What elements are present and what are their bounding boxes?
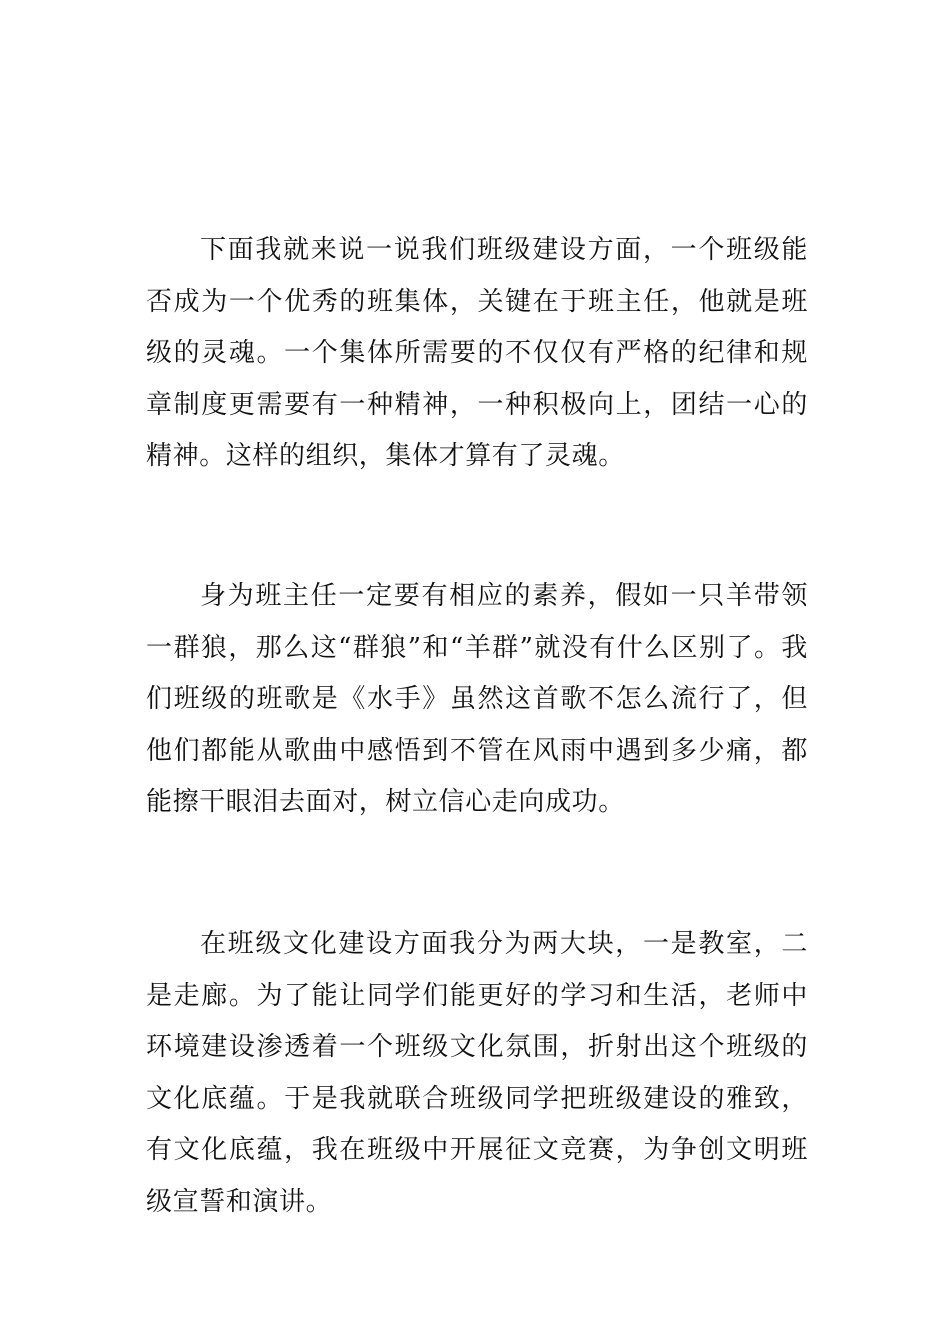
paragraph-class-building: 下面我就来说一说我们班级建设方面，一个班级能否成为一个优秀的班集体，关键在于班主任，他就是班级的灵魂。一个集体所需要的不仅仅有严格的纪律和规章制度更需要有一种精神，一种积极向上，团结一心的精神。这样的组织，集体才算有了灵魂。 bbox=[146, 235, 808, 471]
paragraph-head-teacher-role: 身为班主任一定要有相应的素养，假如一只羊带领一群狼，那么这“群狼”和“羊群”就没有什么区别了。我们班级的班歌是《水手》虽然这首歌不怎么流行了，但他们都能从歌曲中感悟到不管在风雨中遇到多少痛，都能擦干眼泪去面对，树立信心走向成功。 bbox=[146, 581, 808, 817]
paragraph-class-culture: 在班级文化建设方面我分为两大块，一是教室，二是走廊。为了能让同学们能更好的学习和生活，老师中环境建设渗透着一个班级文化氛围，折射出这个班级的文化底蕴。于是我就联合班级同学把班级建设的雅致，有文化底蕴，我在班级中开展征文竞赛，为争创文明班级宣誓和演讲。 bbox=[146, 929, 808, 1217]
